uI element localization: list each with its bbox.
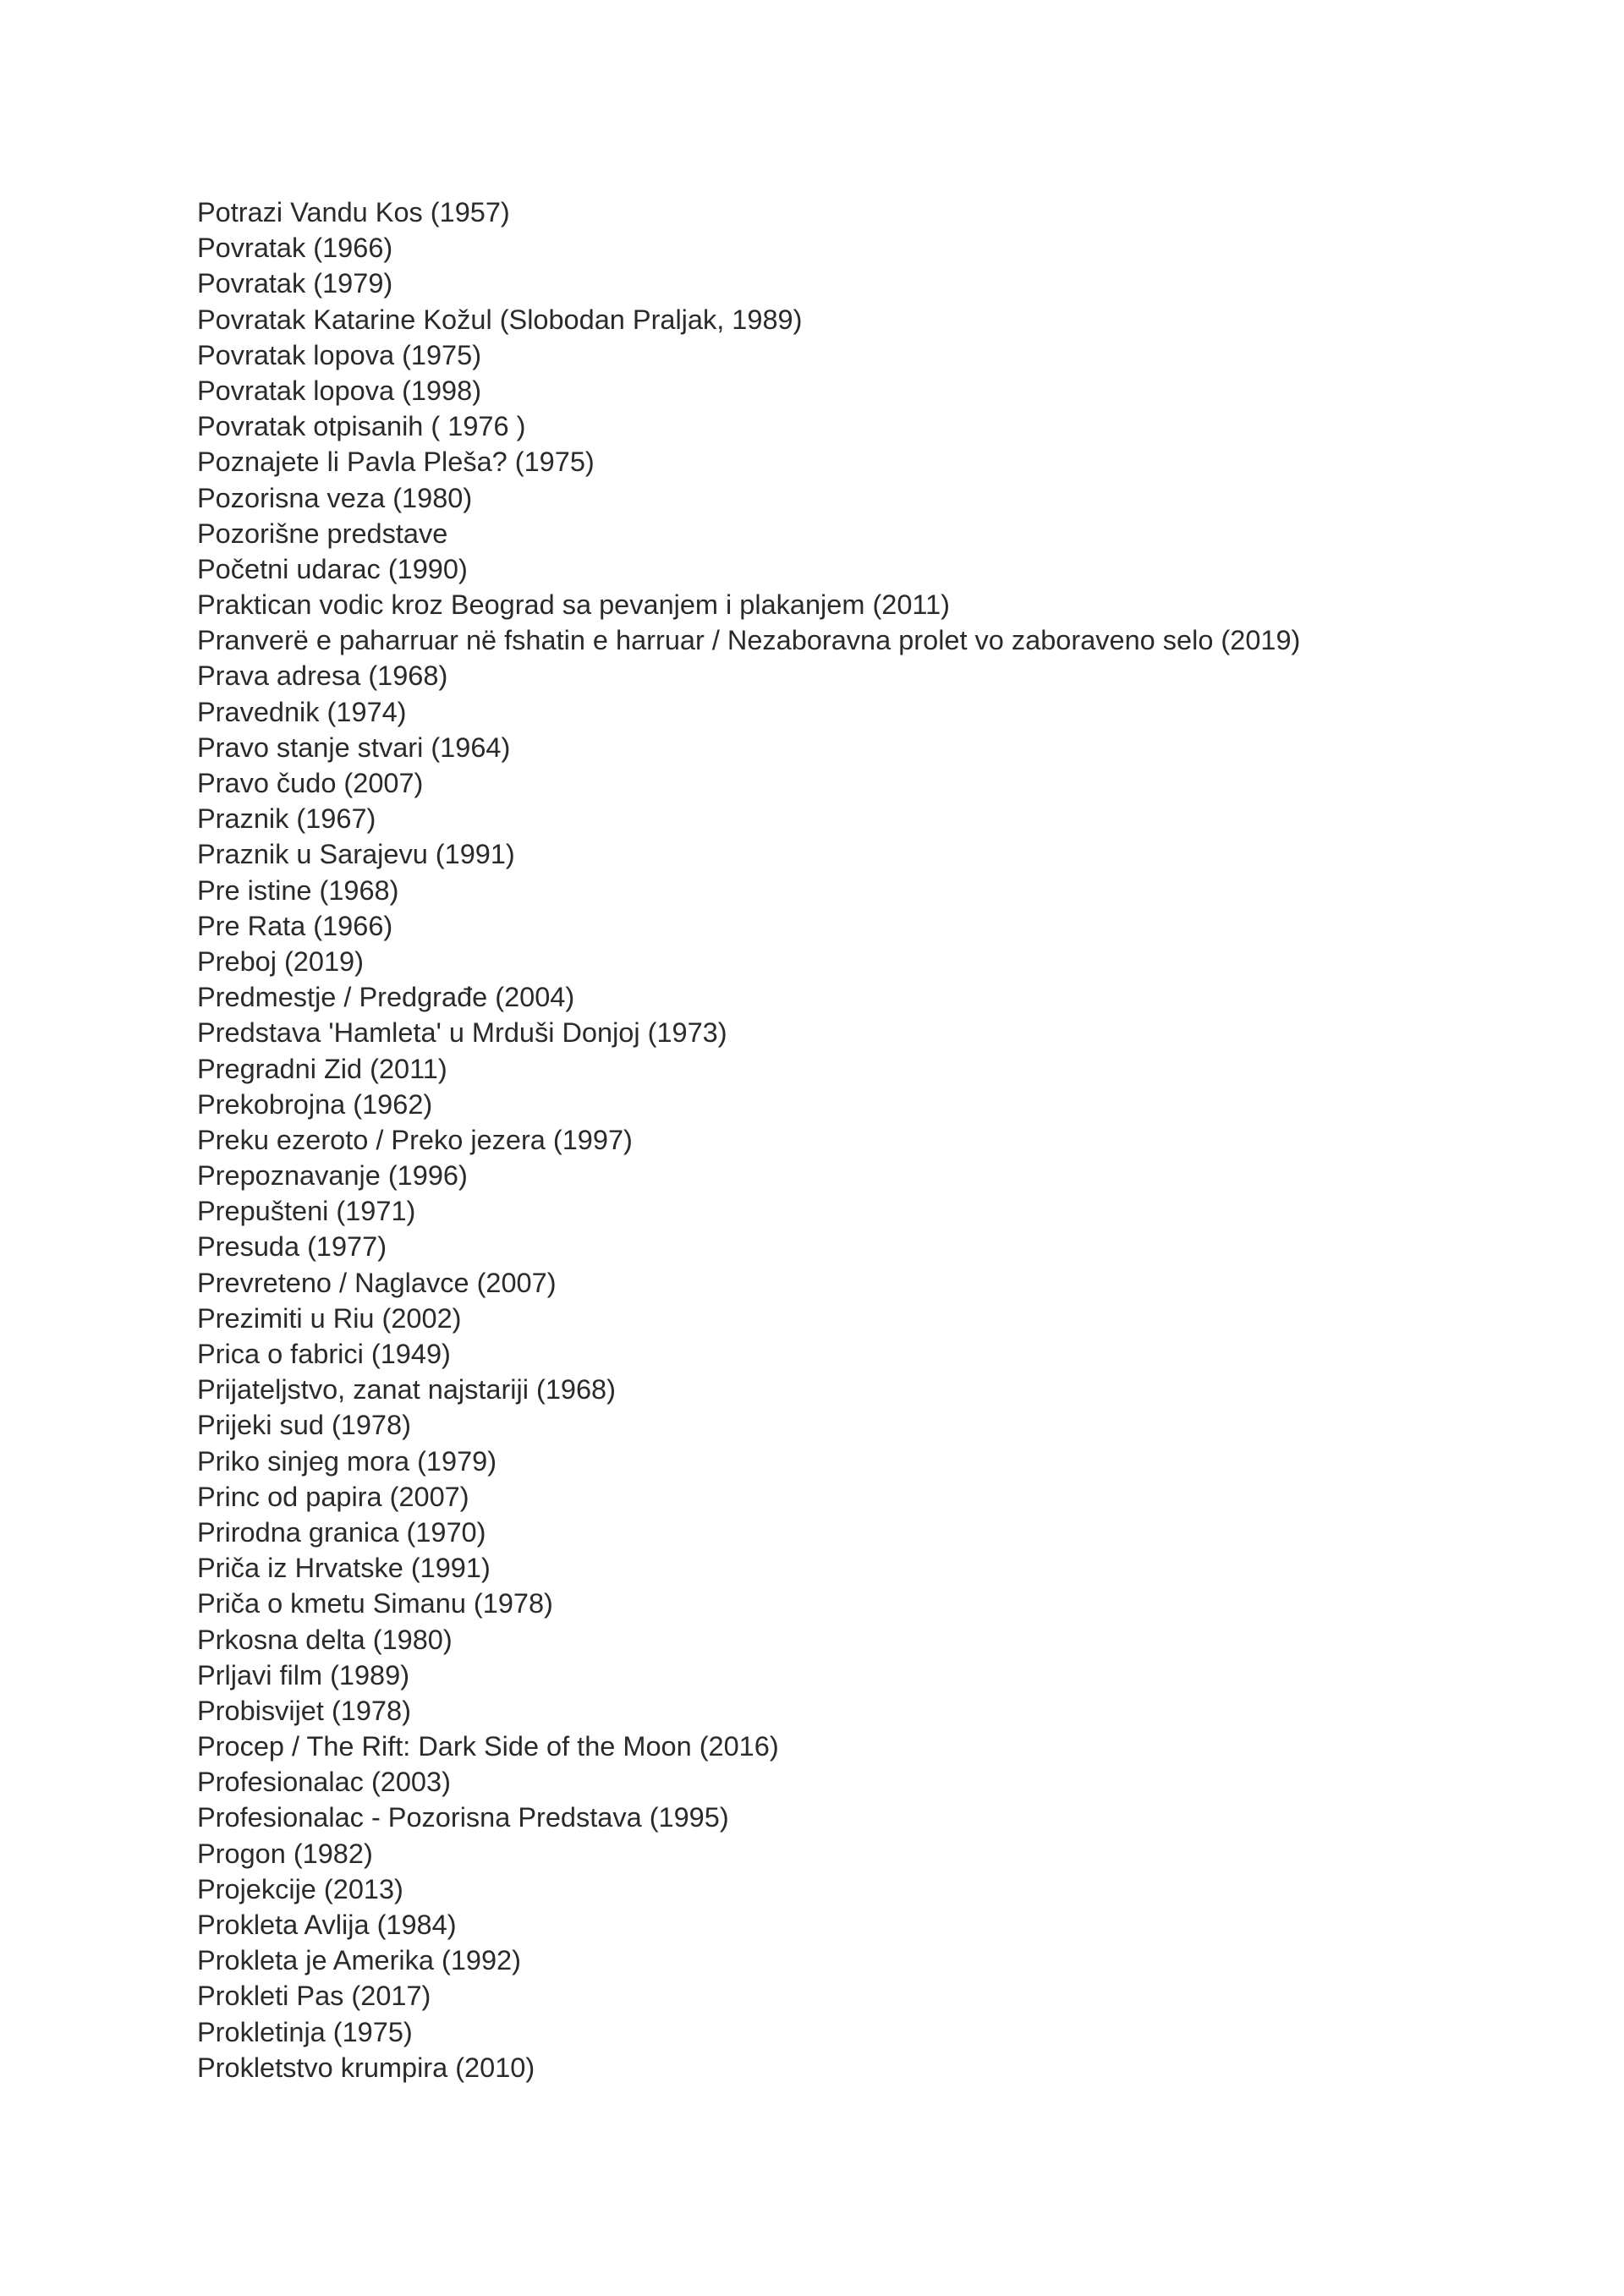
list-item: Prava adresa (1968) (197, 660, 448, 692)
list-item: Probisvijet (1978) (197, 1695, 411, 1726)
list-item: Prokleta je Amerika (1992) (197, 1945, 521, 1976)
list-item: Prekobrojna (1962) (197, 1088, 433, 1120)
list-item: Prijateljstvo, zanat najstariji (1968) (197, 1374, 616, 1406)
list-item: Prokleti Pas (2017) (197, 1981, 431, 2012)
list-item: Predmestje / Predgrađe (2004) (197, 982, 575, 1013)
list-item: Pravo stanje stvari (1964) (197, 732, 511, 763)
film-title-list (197, 195, 1300, 2085)
list-item: Pravednik (1974) (197, 696, 407, 727)
list-item: Priko sinjeg mora (1979) (197, 1445, 497, 1477)
list-item: Pravo čudo (2007) (197, 768, 424, 798)
list-item: Poznajete li Pavla Pleša? (1975) (197, 447, 595, 478)
list-item: Povratak lopova (1975) (197, 339, 482, 370)
list-item: Prepoznavanje (1996) (197, 1160, 468, 1192)
list-item: Prirodna granica (1970) (197, 1516, 486, 1548)
list-item: Predstava 'Hamleta' u Mrduši Donjoj (1973) (197, 1017, 727, 1049)
list-item: Projekcije (2013) (197, 1873, 403, 1904)
list-item: Prljavi film (1989) (197, 1659, 410, 1690)
list-item: Profesionalac - Pozorisna Predstava (1995) (197, 1802, 729, 1833)
list-item: Prezimiti u Riu (2002) (197, 1302, 462, 1334)
list-item: Progon (1982) (197, 1838, 373, 1869)
list-item: Prokletinja (1975) (197, 2016, 413, 2047)
list-item: Princ od papira (2007) (197, 1481, 469, 1512)
list-item: Priča iz Hrvatske (1991) (197, 1553, 491, 1584)
list-item: Profesionalac (2003) (197, 1767, 451, 1798)
list-item: Povratak lopova (1998) (197, 375, 482, 406)
list-item: Povratak Katarine Kožul (Slobodan Praljak, 1989) (197, 304, 803, 335)
list-item: Pre Rata (1966) (197, 910, 393, 941)
list-item: Priča o kmetu Simanu (1978) (197, 1588, 553, 1619)
list-item: Prokletstvo krumpira (2010) (197, 2052, 535, 2083)
list-item: Prevreteno / Naglavce (2007) (197, 1267, 557, 1298)
list-item: Prkosna delta (1980) (197, 1624, 453, 1655)
list-item: Prica o fabrici (1949) (197, 1339, 451, 1369)
list-item: Praktican vodic kroz Beograd sa pevanjem i plakanjem (2011) (197, 589, 950, 621)
list-item: Pregradni Zid (2011) (197, 1053, 447, 1084)
list-item: Prepušteni (1971) (197, 1196, 416, 1227)
list-item: Preku ezeroto / Preko jezera (1997) (197, 1124, 633, 1155)
list-item: Potrazi Vandu Kos (1957) (197, 197, 510, 227)
list-item: Povratak (1979) (197, 268, 393, 299)
list-item: Prokleta Avlija (1984) (197, 1910, 457, 1940)
list-item: Procep / The Rift: Dark Side of the Moon (2016) (197, 1731, 779, 1762)
list-item: Pozorisna veza (1980) (197, 482, 473, 513)
list-item: Povratak otpisanih ( 1976 ) (197, 411, 526, 442)
list-item: Pozorišne predstave (197, 518, 448, 549)
list-item: Povratak (1966) (197, 233, 393, 264)
list-item: Prijeki sud (1978) (197, 1410, 411, 1441)
list-item: Praznik u Sarajevu (1991) (197, 839, 515, 870)
list-item: Početni udarac (1990) (197, 553, 468, 584)
list-item: Pranverë e paharruar në fshatin e harruar / Nezaboravna prolet vo zaboraveno selo (2019) (197, 625, 1301, 656)
list-item: Presuda (1977) (197, 1231, 387, 1263)
list-item: Preboj (2019) (197, 945, 364, 977)
list-item: Praznik (1967) (197, 803, 376, 835)
list-item: Pre istine (1968) (197, 874, 399, 906)
